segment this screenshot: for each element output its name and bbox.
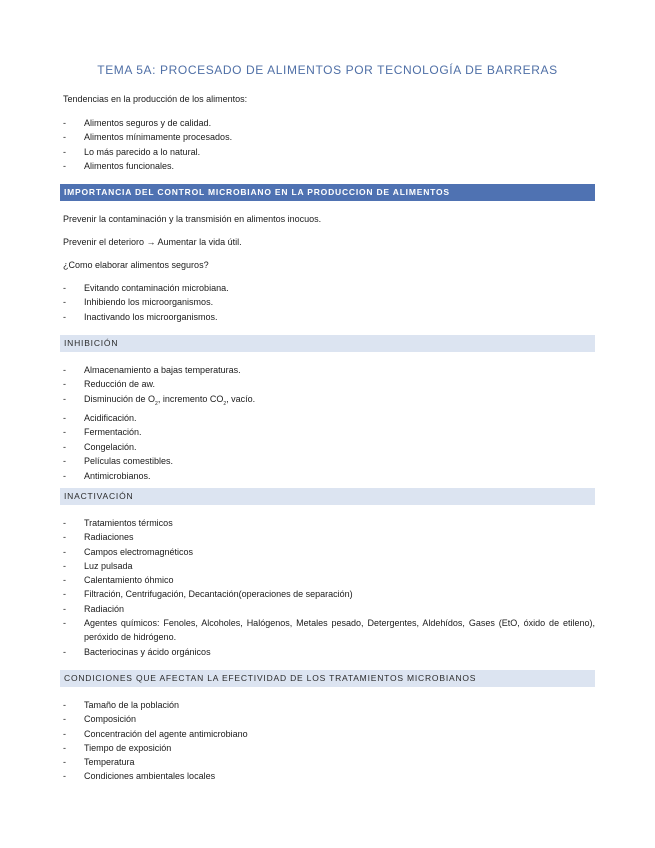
list-item: - Evitando contaminación microbiana. <box>63 281 595 295</box>
section-heading-condiciones: CONDICIONES QUE AFECTAN LA EFECTIVIDAD DE LOS TRATAMIENTOS MICROBIANOS <box>60 670 595 687</box>
page-title: TEMA 5A: PROCESADO DE ALIMENTOS POR TECNOLOGÍA DE BARRERAS <box>97 63 558 77</box>
list-item: - Agentes químicos: Fenoles, Alcoholes, Halógenos, Metales pesado, Detergentes, Aldehídos, Gases (EtO, óxido de etileno), peróxido de hidrógeno. <box>63 618 595 643</box>
bullet-dash: - <box>63 728 66 739</box>
paragraph-pregunta: ¿Como elaborar alimentos seguros? <box>63 260 209 270</box>
bullet-dash: - <box>63 575 66 586</box>
bullet-dash: - <box>63 427 66 438</box>
list-item: - Concentración del agente antimicrobiano <box>63 727 595 741</box>
list-item: - Campos electromagnéticos <box>63 545 595 559</box>
list-item: - Reducción de aw. <box>63 377 595 391</box>
list-item: - Radiación <box>63 602 595 616</box>
list-item: - Condiciones ambientales locales <box>63 769 595 783</box>
bullet-dash: - <box>63 757 66 768</box>
list-item: - Alimentos seguros y de calidad. <box>63 116 595 130</box>
bullet-dash: - <box>63 393 66 404</box>
bullet-dash: - <box>63 456 66 467</box>
list-item: - Radiaciones <box>63 530 595 544</box>
bullet-dash: - <box>63 618 66 629</box>
list-item: - Inhibiendo los microorganismos. <box>63 295 595 309</box>
conditions-list <box>63 698 595 784</box>
bullet-dash: - <box>63 161 66 172</box>
bullet-dash: - <box>63 379 66 390</box>
inactivation-list <box>63 516 595 659</box>
list-item: - Tamaño de la población <box>63 698 595 712</box>
list-item: - Luz pulsada <box>63 559 595 573</box>
bullet-dash: - <box>63 560 66 571</box>
list-item: - Temperatura <box>63 755 595 769</box>
bullet-dash: - <box>63 589 66 600</box>
list-item: - Acidificación. <box>63 411 595 425</box>
list-item: - Tratamientos térmicos <box>63 516 595 530</box>
list-item: - Composición <box>63 712 595 726</box>
list-item: - Filtración, Centrifugación, Decantación(operaciones de separación) <box>63 587 595 601</box>
bullet-dash: - <box>63 365 66 375</box>
paragraph-prevenir-contaminacion: Prevenir la contaminación y la transmisión en alimentos inocuos. <box>63 214 322 224</box>
list-item: - Bacteriocinas y ácido orgánicos <box>63 645 595 659</box>
list-item: - Disminución de $O_2$, incremento $CO_2$, vacío. <box>63 393 256 407</box>
list-item: - Inactivando los microorganismos. <box>63 310 595 324</box>
bullet-dash: - <box>63 603 66 614</box>
intro-text: Tendencias en la producción de los alimentos: <box>63 94 248 104</box>
trends-list <box>63 116 595 174</box>
inhibition-list <box>63 363 595 483</box>
bullet-dash: - <box>63 771 66 782</box>
bullet-dash: - <box>63 132 66 143</box>
list-item: - Almacenamiento a bajas temperaturas. <box>63 363 595 377</box>
list-item: - Fermentación. <box>63 425 595 439</box>
bullet-dash: - <box>63 311 66 322</box>
list-item: - Alimentos funcionales. <box>63 159 595 173</box>
section-heading-inactivacion: INACTIVACIÓN <box>60 488 595 505</box>
paragraph-prevenir-deterioro: Prevenir el deterioro → Aumentar la vida útil. <box>63 237 242 247</box>
bullet-dash: - <box>63 700 66 710</box>
section-heading-importancia: IMPORTANCIA DEL CONTROL MICROBIANO EN LA PRODUCCION DE ALIMENTOS <box>60 184 595 201</box>
bullet-dash: - <box>63 283 66 293</box>
bullet-dash: - <box>63 714 66 725</box>
bullet-dash: - <box>63 441 66 452</box>
list-item: - Antimicrobianos. <box>63 469 595 483</box>
list-item: - Películas comestibles. <box>63 454 595 468</box>
bullet-dash: - <box>63 118 66 128</box>
bullet-dash: - <box>63 532 66 543</box>
bullet-dash: - <box>63 546 66 557</box>
list-item: - Lo más parecido a lo natural. <box>63 145 595 159</box>
bullet-dash: - <box>63 297 66 308</box>
bullet-dash: - <box>63 470 66 481</box>
bullet-dash: - <box>63 146 66 157</box>
bullet-dash: - <box>63 646 66 657</box>
list-item: - Congelación. <box>63 440 595 454</box>
list-item: - Alimentos mínimamente procesados. <box>63 130 595 144</box>
bullet-dash: - <box>63 413 66 424</box>
bullet-dash: - <box>63 518 66 528</box>
list-item: - Tiempo de exposición <box>63 741 595 755</box>
list-item: - Calentamiento óhmico <box>63 573 595 587</box>
strategies-list <box>63 281 595 324</box>
section-heading-inhibicion: INHIBICIÓN <box>60 335 595 352</box>
bullet-dash: - <box>63 742 66 753</box>
